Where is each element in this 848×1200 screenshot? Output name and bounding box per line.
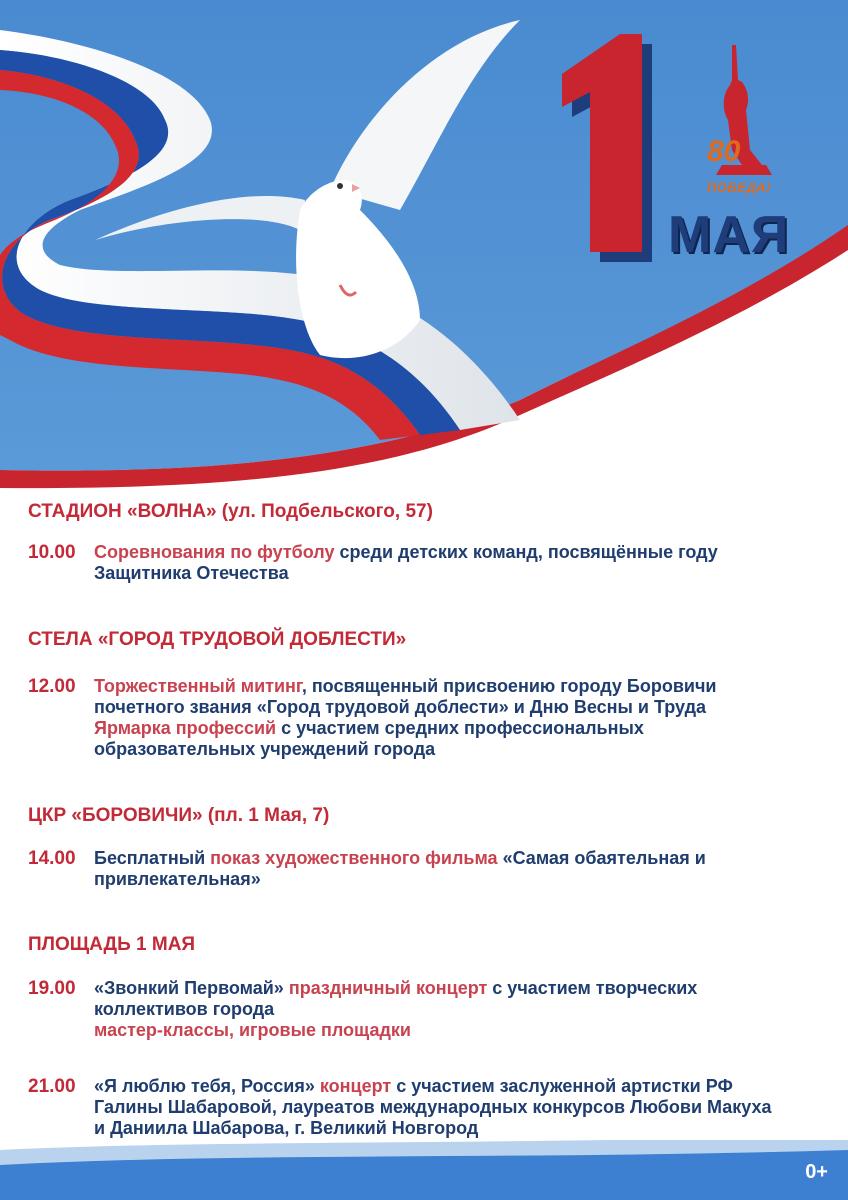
logo-text: ПОБЕДА! xyxy=(707,180,771,195)
bottom-wave xyxy=(0,1140,848,1200)
event-text: «Самая обаятельная и привлекательная» xyxy=(94,848,706,889)
venue-title: СТЕЛА «ГОРОД ТРУДОВОЙ ДОБЛЕСТИ» xyxy=(28,629,407,650)
event-text: с участием творческих коллективов города xyxy=(94,978,698,1019)
event-description xyxy=(94,978,784,1041)
venue-title: ЦКР «БОРОВИЧИ» (пл. 1 Мая, 7) xyxy=(28,805,330,826)
event-text: среди детских команд, посвящённые году Защитника Отечества xyxy=(94,542,718,583)
venue-title: ПЛОЩАДЬ 1 МАЯ xyxy=(28,934,196,955)
event-text: , посвященный присвоению городу Боровичи почетного звания «Город трудовой доблести» и Дню Весны и Труда xyxy=(94,676,717,717)
event-time: 12.00 xyxy=(28,676,76,697)
month-title: МАЯ xyxy=(668,206,790,264)
event-highlight: концерт xyxy=(319,1076,392,1096)
event-text: «Я люблю тебя, Россия» xyxy=(94,1076,320,1096)
event-highlight: Торжественный митинг xyxy=(94,676,302,696)
event-description xyxy=(94,1076,784,1139)
event-highlight: Соревнования по футболу xyxy=(94,542,335,562)
day-number xyxy=(560,12,670,272)
event-highlight: показ художественного фильма xyxy=(210,848,498,868)
event-description xyxy=(94,542,784,584)
event-text: Бесплатный xyxy=(94,848,211,868)
event-time: 14.00 xyxy=(28,848,76,869)
event-row xyxy=(28,1076,784,1139)
event-highlight: праздничный концерт xyxy=(288,978,488,998)
event-description xyxy=(94,676,784,760)
event-description xyxy=(94,848,784,890)
event-text: с участием заслуженной артистки РФ Галины Шабаровой, лауреатов международных конкурсов Любови Макуха и Даниила Шабарова, г. Великий Новгород xyxy=(94,1076,772,1138)
event-row xyxy=(28,848,784,890)
event-highlight: мастер-классы, игровые площадки xyxy=(94,1020,411,1040)
logo-number: 80 xyxy=(707,135,741,168)
event-text: с участием средних профессиональных образовательных учреждений города xyxy=(94,718,644,759)
age-rating: 0+ xyxy=(805,1161,828,1183)
event-highlight: Ярмарка профессий xyxy=(94,718,277,738)
event-time: 21.00 xyxy=(28,1076,76,1097)
event-row xyxy=(28,542,784,584)
venue-title: СТАДИОН «ВОЛНА» (ул. Подбельского, 57) xyxy=(28,501,433,522)
event-row xyxy=(28,978,784,1041)
event-text: «Звонкий Первомай» xyxy=(94,978,289,998)
event-time: 10.00 xyxy=(28,542,76,563)
event-row xyxy=(28,676,784,760)
event-time: 19.00 xyxy=(28,978,76,999)
